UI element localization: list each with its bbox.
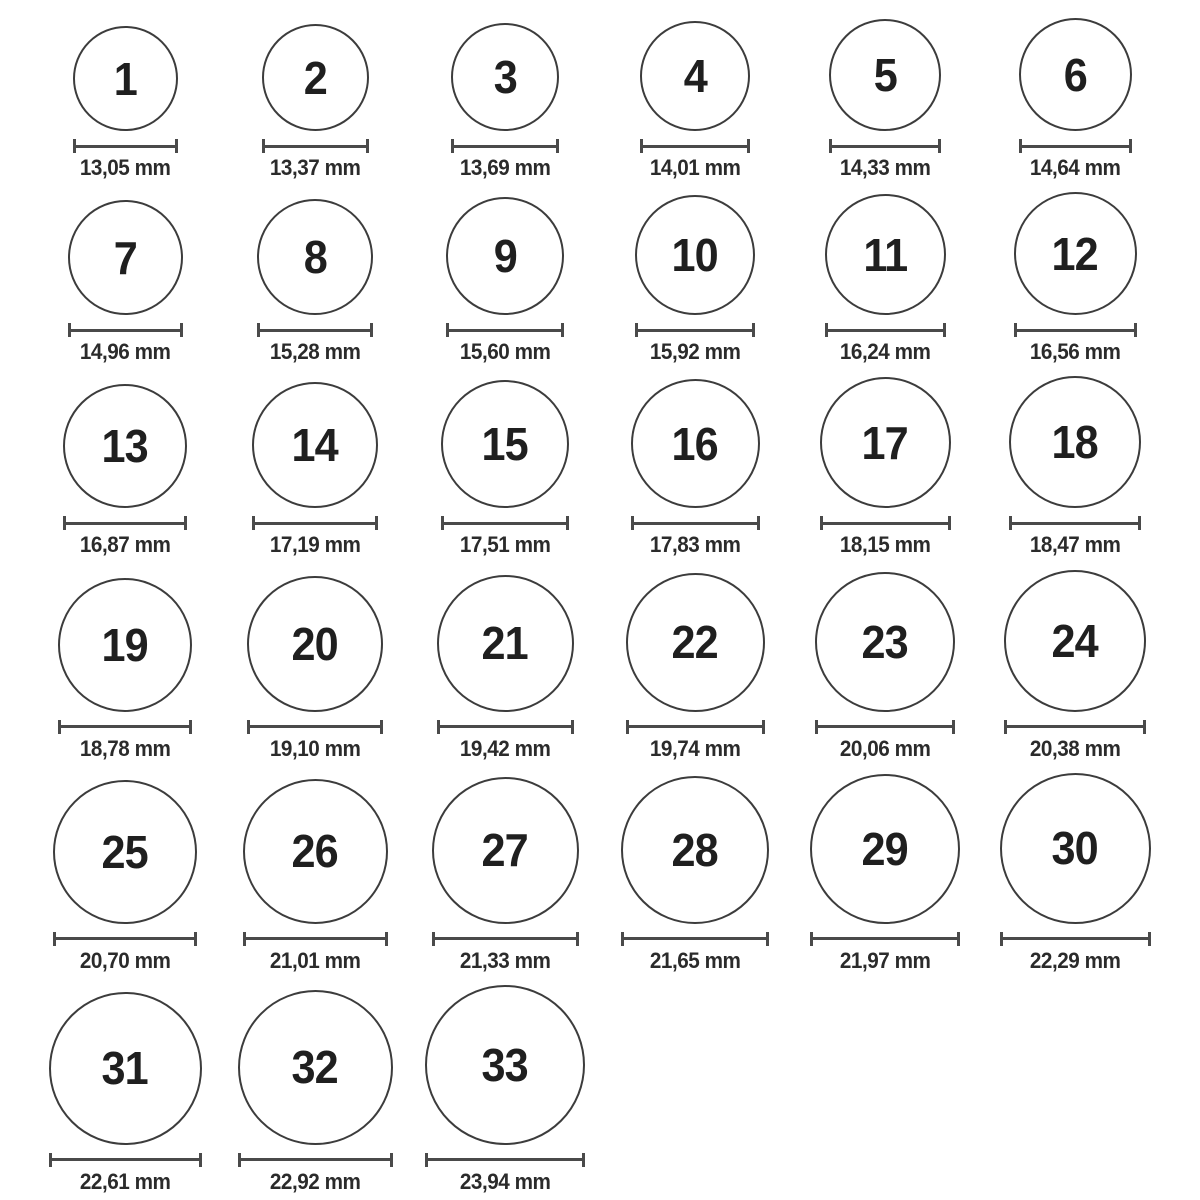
diameter-line — [631, 516, 760, 530]
size-number: 14 — [291, 419, 339, 472]
ring-size-cell — [425, 985, 585, 1194]
diameter-label: 13,69 mm — [459, 155, 551, 180]
diameter-line — [262, 139, 369, 153]
diameter-label: 19,10 mm — [269, 735, 361, 761]
ring-size-cell — [63, 384, 187, 557]
diameter-line-bar — [451, 145, 559, 148]
size-circle — [243, 779, 388, 924]
ring-size-cell — [1004, 570, 1146, 761]
diameter-line-bar — [441, 522, 569, 525]
size-number: 6 — [1063, 48, 1087, 101]
ring-size-cell — [49, 992, 202, 1194]
size-circle — [640, 21, 750, 131]
size-circle — [252, 382, 378, 508]
diameter-line-bar — [243, 937, 388, 940]
size-circle — [441, 380, 569, 508]
ring-size-cell — [252, 382, 378, 557]
size-number: 12 — [1051, 227, 1099, 280]
size-circle — [626, 573, 765, 712]
ring-size-cell — [626, 573, 765, 761]
diameter-line — [247, 720, 383, 734]
diameter-line-bar — [68, 329, 183, 332]
size-number: 32 — [291, 1041, 339, 1094]
size-number: 4 — [683, 50, 707, 102]
diameter-line-bar — [58, 725, 192, 728]
size-circle — [810, 774, 960, 924]
ring-size-cell — [441, 380, 569, 557]
diameter-label: 18,78 mm — [79, 735, 171, 761]
size-number: 11 — [863, 228, 907, 281]
ring-size-cell — [446, 197, 564, 364]
diameter-line-bar — [432, 937, 579, 940]
diameter-line — [1019, 139, 1132, 153]
diameter-label: 14,01 mm — [649, 155, 741, 180]
size-circle — [58, 578, 192, 712]
size-circle — [68, 200, 183, 315]
size-number: 18 — [1051, 416, 1099, 469]
diameter-line — [73, 139, 178, 153]
diameter-label: 15,28 mm — [269, 339, 361, 365]
diameter-line — [257, 323, 373, 337]
diameter-label: 17,19 mm — [269, 532, 361, 558]
size-circle — [53, 780, 197, 924]
diameter-label: 16,56 mm — [1029, 339, 1121, 365]
diameter-line — [49, 1153, 202, 1167]
diameter-label: 19,42 mm — [459, 735, 551, 761]
size-number: 29 — [861, 822, 909, 875]
ring-size-cell — [238, 990, 393, 1194]
ring-size-cell — [262, 24, 369, 180]
size-number: 20 — [291, 617, 339, 670]
size-circle — [437, 575, 574, 712]
size-circle — [631, 379, 760, 508]
size-circle — [820, 377, 951, 508]
ring-size-cell — [1009, 376, 1141, 557]
ring-size-cell — [1019, 18, 1132, 180]
diameter-label: 22,29 mm — [1029, 947, 1121, 973]
size-number: 5 — [873, 49, 897, 101]
size-number: 21 — [481, 617, 529, 670]
ring-size-cell — [53, 780, 197, 973]
diameter-line-bar — [631, 522, 760, 525]
size-number: 3 — [493, 51, 517, 103]
diameter-line-bar — [446, 329, 564, 332]
diameter-line-bar — [815, 725, 955, 728]
diameter-line-bar — [437, 725, 574, 728]
diameter-line — [829, 139, 941, 153]
diameter-line — [820, 516, 951, 530]
diameter-line-bar — [1019, 145, 1132, 148]
diameter-line-bar — [621, 937, 769, 940]
diameter-label: 22,92 mm — [269, 1168, 361, 1194]
diameter-label: 20,70 mm — [79, 947, 171, 973]
size-circle — [451, 23, 559, 131]
diameter-line-bar — [825, 329, 946, 332]
diameter-line — [53, 932, 197, 946]
size-circle — [1000, 773, 1151, 924]
diameter-line — [1014, 323, 1137, 337]
size-number: 23 — [861, 615, 909, 668]
ring-size-cell — [640, 21, 750, 180]
diameter-line — [1004, 720, 1146, 734]
diameter-line-bar — [262, 145, 369, 148]
diameter-line — [432, 932, 579, 946]
ring-size-cell — [621, 776, 769, 973]
size-circle — [1019, 18, 1132, 131]
diameter-label: 21,65 mm — [649, 947, 741, 973]
diameter-line — [252, 516, 378, 530]
size-number: 26 — [291, 825, 339, 878]
diameter-line — [437, 720, 574, 734]
diameter-label: 16,24 mm — [839, 339, 931, 365]
diameter-label: 13,05 mm — [79, 155, 171, 180]
ring-size-cell — [73, 26, 178, 180]
size-circle — [621, 776, 769, 924]
diameter-label: 14,64 mm — [1029, 155, 1121, 180]
diameter-line — [441, 516, 569, 530]
size-number: 30 — [1051, 822, 1099, 875]
ring-size-cell — [58, 578, 192, 761]
diameter-line — [635, 323, 755, 337]
ring-size-cell — [810, 774, 960, 973]
ring-size-cell — [257, 199, 373, 364]
diameter-line-bar — [635, 329, 755, 332]
diameter-label: 20,38 mm — [1029, 735, 1121, 761]
size-circle — [262, 24, 369, 131]
size-circle — [257, 199, 373, 315]
size-number: 13 — [101, 420, 149, 473]
diameter-label: 17,83 mm — [649, 532, 741, 558]
size-number: 17 — [861, 416, 909, 469]
size-number: 16 — [671, 417, 719, 470]
ring-size-cell — [1000, 773, 1151, 973]
size-number: 1 — [113, 52, 137, 105]
ring-size-cell — [432, 777, 579, 973]
ring-size-cell — [243, 779, 388, 973]
size-number: 2 — [303, 51, 327, 104]
size-number: 7 — [113, 231, 137, 284]
diameter-line — [621, 932, 769, 946]
diameter-line-bar — [425, 1158, 585, 1161]
size-circle — [49, 992, 202, 1145]
diameter-line-bar — [63, 522, 187, 525]
size-number: 31 — [101, 1042, 149, 1095]
size-circle — [425, 985, 585, 1145]
diameter-line-bar — [53, 937, 197, 940]
size-number: 15 — [481, 418, 529, 471]
size-circle — [815, 572, 955, 712]
diameter-label: 18,47 mm — [1029, 532, 1121, 558]
diameter-line — [238, 1153, 393, 1167]
diameter-line — [446, 323, 564, 337]
size-circle — [73, 26, 178, 131]
size-circle — [238, 990, 393, 1145]
diameter-label: 22,61 mm — [79, 1168, 171, 1194]
size-number: 9 — [493, 230, 517, 283]
diameter-line-bar — [238, 1158, 393, 1161]
size-circle — [247, 576, 383, 712]
ring-size-cell — [635, 195, 755, 364]
ring-size-cell — [815, 572, 955, 761]
diameter-line-bar — [829, 145, 941, 148]
diameter-label: 19,74 mm — [649, 735, 741, 761]
diameter-line — [58, 720, 192, 734]
diameter-label: 21,33 mm — [459, 947, 551, 973]
ring-size-cell — [631, 379, 760, 557]
diameter-line — [640, 139, 750, 153]
diameter-line-bar — [640, 145, 750, 148]
diameter-line — [1009, 516, 1141, 530]
size-circle — [825, 194, 946, 315]
diameter-line-bar — [49, 1158, 202, 1161]
size-number: 24 — [1051, 614, 1099, 667]
diameter-label: 15,92 mm — [649, 339, 741, 365]
size-number: 19 — [101, 618, 149, 671]
diameter-line-bar — [1004, 725, 1146, 728]
ring-size-cell — [451, 23, 559, 180]
ring-size-cell — [1014, 192, 1137, 364]
diameter-label: 14,96 mm — [79, 339, 171, 365]
diameter-line-bar — [1000, 937, 1151, 940]
ring-size-cell — [820, 377, 951, 557]
diameter-line — [825, 323, 946, 337]
size-number: 10 — [671, 229, 719, 282]
diameter-label: 15,60 mm — [459, 339, 551, 365]
size-number: 22 — [671, 616, 719, 669]
diameter-line-bar — [626, 725, 765, 728]
diameter-line — [1000, 932, 1151, 946]
diameter-line-bar — [252, 522, 378, 525]
ring-size-cell — [437, 575, 574, 761]
size-number: 25 — [101, 825, 149, 878]
size-circle — [635, 195, 755, 315]
diameter-label: 18,15 mm — [839, 532, 931, 558]
size-number: 8 — [303, 231, 327, 284]
size-circle — [1014, 192, 1137, 315]
diameter-line-bar — [257, 329, 373, 332]
diameter-line — [425, 1153, 585, 1167]
diameter-label: 14,33 mm — [839, 155, 931, 180]
diameter-label: 21,01 mm — [269, 947, 361, 973]
diameter-line-bar — [1009, 522, 1141, 525]
size-number: 27 — [481, 824, 529, 877]
ring-size-cell — [68, 200, 183, 364]
ring-size-cell — [825, 194, 946, 364]
diameter-line-bar — [247, 725, 383, 728]
size-circle — [446, 197, 564, 315]
ring-size-cell — [247, 576, 383, 761]
diameter-label: 21,97 mm — [839, 947, 931, 973]
diameter-line — [243, 932, 388, 946]
size-circle — [1009, 376, 1141, 508]
diameter-line — [626, 720, 765, 734]
diameter-line-bar — [73, 145, 178, 148]
diameter-line — [451, 139, 559, 153]
diameter-label: 16,87 mm — [79, 532, 171, 558]
diameter-line-bar — [820, 522, 951, 525]
diameter-line — [68, 323, 183, 337]
size-circle — [1004, 570, 1146, 712]
size-circle — [432, 777, 579, 924]
size-circle — [63, 384, 187, 508]
diameter-label: 23,94 mm — [459, 1168, 551, 1194]
diameter-label: 13,37 mm — [269, 155, 361, 180]
ring-size-cell — [829, 19, 941, 180]
diameter-line-bar — [810, 937, 960, 940]
diameter-line — [63, 516, 187, 530]
diameter-line-bar — [1014, 329, 1137, 332]
size-circle — [829, 19, 941, 131]
size-number: 28 — [671, 823, 719, 876]
diameter-line — [815, 720, 955, 734]
diameter-label: 17,51 mm — [459, 532, 551, 558]
diameter-line — [810, 932, 960, 946]
size-number: 33 — [481, 1038, 529, 1091]
diameter-label: 20,06 mm — [839, 735, 931, 761]
